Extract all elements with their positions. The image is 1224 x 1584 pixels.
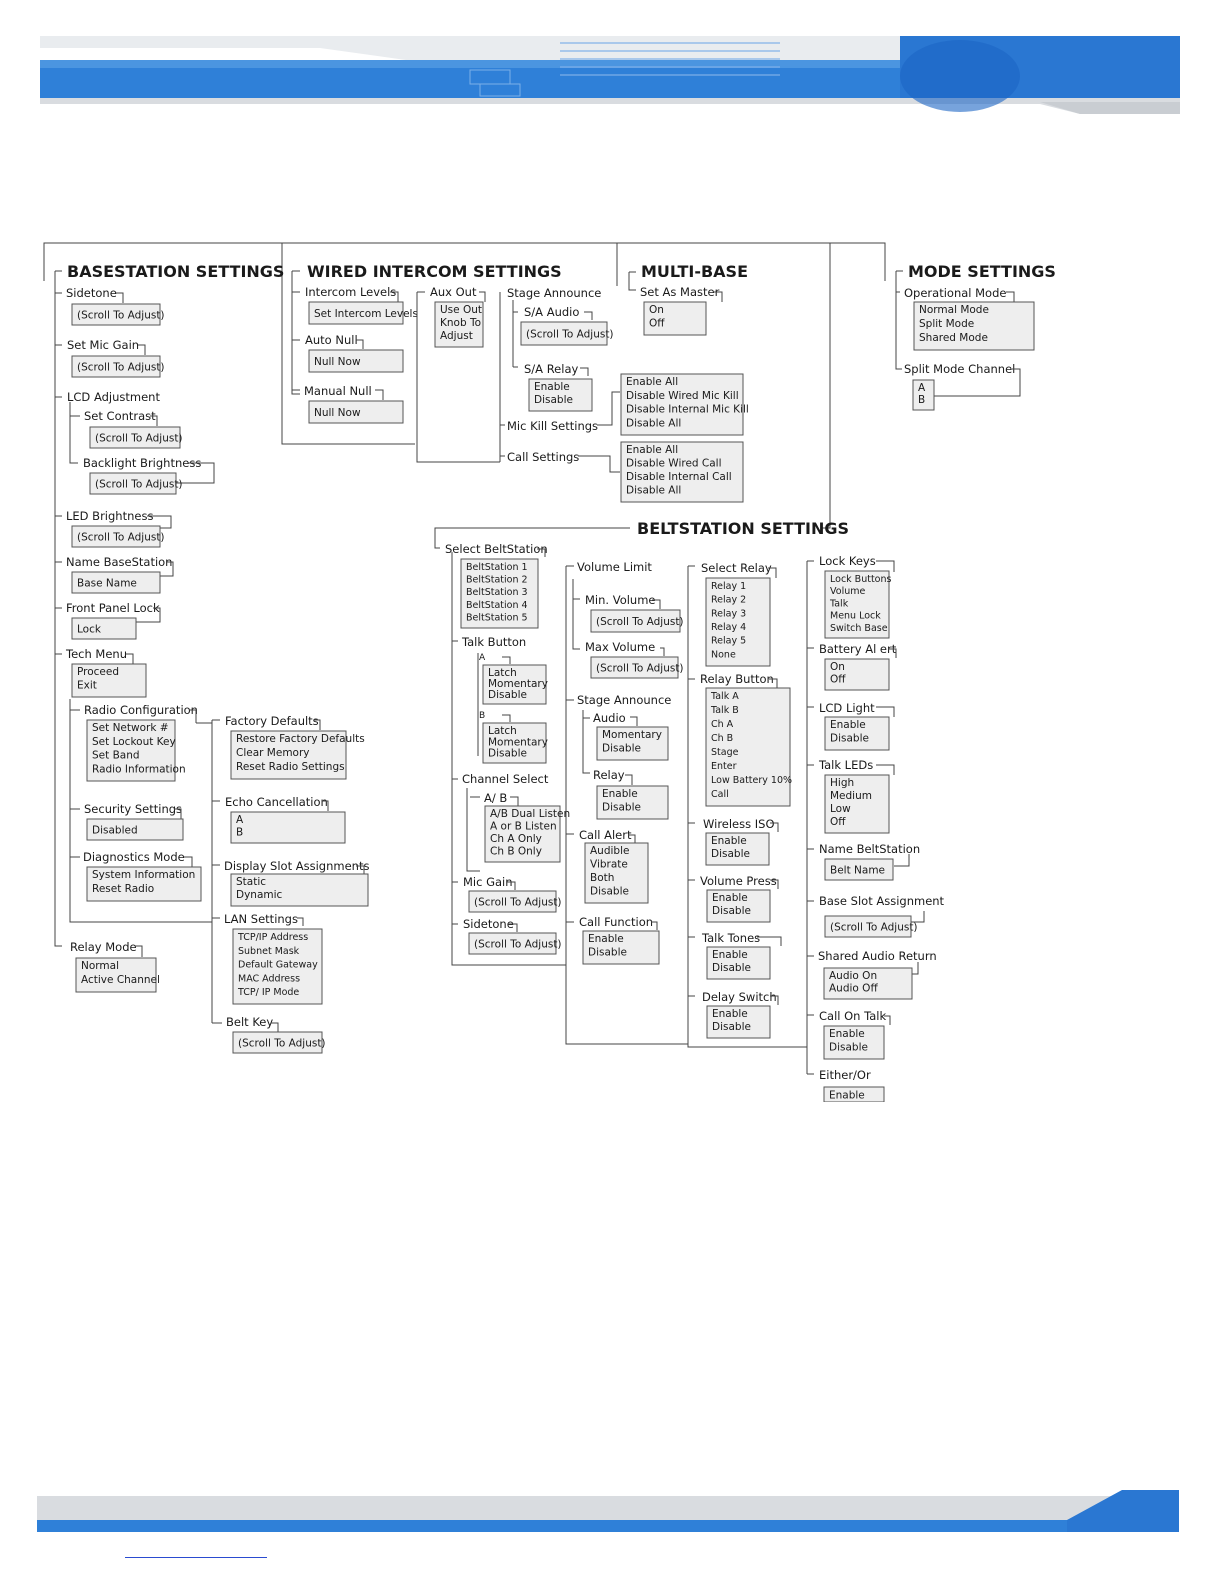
connector-line [573, 579, 580, 649]
option-text: Disable [712, 905, 751, 917]
option-text: Ch B [711, 733, 734, 744]
option-text: Null Now [314, 407, 361, 419]
node-lcd-adjustment: LCD Adjustment [67, 390, 160, 404]
option-text: Vibrate [590, 858, 628, 871]
option-text: Set Lockout Key [92, 735, 176, 748]
node-sa-relay: S/A Relay [524, 362, 579, 376]
section-title-beltstation: BELTSTATION SETTINGS [637, 519, 849, 538]
option-text: Static [236, 876, 267, 888]
either-or-box [824, 1087, 884, 1102]
node-either-or: Either/Or [819, 1068, 871, 1082]
option-text: Default Gateway [238, 959, 318, 971]
option-text: Set Network # [92, 722, 169, 734]
option-text: Disable Wired Call [626, 457, 722, 470]
option-text: Disabled [92, 824, 138, 837]
connector-line [660, 648, 664, 656]
node-cs-ab: A/ B [484, 791, 508, 805]
option-text: BeltStation 4 [466, 599, 528, 611]
option-text: Adjust [440, 330, 473, 342]
option-text: Dynamic [236, 889, 283, 901]
option-text: Low Battery 10% [711, 775, 793, 786]
option-text: (Scroll To Adjust) [596, 662, 684, 675]
node-lcd-light: LCD Light [819, 701, 875, 715]
node-call-alert: Call Alert [579, 828, 632, 842]
option-text: Disable [588, 946, 627, 959]
connector-line [467, 788, 480, 871]
connector-line [580, 368, 588, 376]
option-text: Disable [602, 801, 641, 814]
node-radio-configuration: Radio Configuration [84, 703, 198, 717]
option-text: (Scroll To Adjust) [95, 432, 183, 445]
node-delay-switch: Delay Switch [702, 990, 777, 1004]
mic-gain-value-box [72, 356, 165, 377]
option-text: Shared Mode [919, 332, 988, 344]
node-tech-menu: Tech Menu [66, 647, 127, 661]
option-text: Relay 5 [711, 635, 747, 647]
node-call-on-talk: Call On Talk [819, 1009, 887, 1023]
option-text: Disable [711, 848, 750, 860]
option-text: Enable [534, 381, 570, 393]
node-stage-announce: Stage Announce [507, 286, 602, 300]
node-mic-gain: Mic Gain [463, 875, 513, 889]
node-audio: Audio [593, 711, 626, 725]
option-text: Disable [712, 962, 751, 974]
node-relay-mode: Relay Mode [70, 940, 137, 954]
option-text: Belt Name [830, 864, 886, 877]
node-factory-defaults: Factory Defaults [225, 714, 319, 728]
node-sa-audio: S/A Audio [524, 305, 580, 319]
min-volume-box [591, 610, 684, 632]
connector-line [629, 272, 636, 290]
option-text: Enable [712, 949, 748, 961]
option-box-audio-on-off [824, 968, 912, 999]
node-backlight-brightness: Backlight Brightness [83, 456, 202, 470]
connector-line [578, 456, 620, 472]
option-box-proceed-exit [72, 664, 146, 697]
option-text: MAC Address [238, 973, 301, 985]
option-box-belt-name [825, 859, 893, 880]
belt-sidetone-box [469, 933, 562, 954]
option-text: TCP/IP Address [238, 932, 309, 943]
sa-audio-value-box [521, 322, 614, 345]
option-text: (Scroll To Adjust) [77, 531, 165, 544]
connector-line [630, 717, 637, 726]
node-call-settings: Call Settings [507, 450, 580, 464]
call-function-box [583, 931, 659, 964]
node-split-mode-channel: Split Mode Channel [904, 362, 1016, 376]
option-text: Ch B Only [490, 845, 542, 858]
option-text: Normal [81, 960, 119, 972]
option-text: Momentary [602, 729, 662, 741]
option-box-echo [231, 812, 345, 843]
option-text: Restore Factory Defaults [236, 733, 365, 745]
diagram-crop [815, 1102, 895, 1108]
option-text: Momentary [488, 678, 548, 690]
option-text: Use Out [440, 304, 482, 316]
sa-relay-box [529, 379, 592, 411]
option-text: Enter [711, 761, 737, 772]
option-box-lock [72, 618, 136, 639]
volume-press-box [707, 890, 770, 922]
node-sidetone: Sidetone [66, 286, 117, 300]
max-volume-box [591, 657, 684, 678]
option-box-radio-config [87, 720, 186, 781]
option-text: (Scroll To Adjust) [238, 1037, 326, 1050]
option-text: Audible [590, 845, 630, 857]
option-box-call-settings [621, 442, 743, 502]
option-text: Lock Buttons [830, 574, 892, 585]
node-stage-announce-belt: Stage Announce [577, 693, 672, 707]
connector-line [70, 402, 78, 463]
connector-line [502, 657, 510, 664]
option-box-lock-keys [825, 571, 892, 638]
led-value-box [72, 526, 165, 547]
option-text: (Scroll To Adjust) [77, 361, 165, 374]
option-box-intercom-levels [309, 302, 418, 324]
node-select-beltstation: Select BeltStation [445, 542, 548, 556]
node-channel-select: Channel Select [462, 772, 549, 786]
option-text: (Scroll To Adjust) [474, 896, 562, 909]
option-text: Disable Internal Call [626, 471, 732, 483]
node-name-basestation: Name BaseStation [66, 555, 173, 569]
option-text: BeltStation 2 [466, 574, 528, 586]
option-text: Lock [77, 623, 101, 636]
option-text: Disable [534, 394, 573, 406]
option-text: Enable [602, 788, 638, 800]
option-text: Enable All [626, 444, 679, 456]
node-volume-limit: Volume Limit [577, 560, 652, 574]
node-talk-button: Talk Button [462, 635, 527, 649]
option-text: (Scroll To Adjust) [830, 921, 918, 934]
option-text: Disable [712, 1021, 751, 1033]
option-text: Audio On [829, 970, 878, 982]
option-text: Proceed [77, 666, 120, 678]
option-text: Reset Radio Settings [236, 761, 345, 773]
node-sidetone-belt: Sidetone [463, 917, 514, 931]
node-base-slot-assignment: Base Slot Assignment [819, 894, 945, 908]
node-relay: Relay [593, 768, 625, 782]
talk-tones-box [707, 947, 770, 979]
option-box-relay-mode [76, 958, 160, 992]
option-box-aux-out [435, 302, 483, 347]
connector-line [625, 775, 632, 785]
belt-relay-box [597, 786, 668, 819]
wireless-iso-box [706, 833, 769, 865]
auto-null-box [309, 350, 403, 372]
option-text: Enable [712, 892, 748, 904]
option-text: Disable [488, 689, 527, 701]
option-text: On [830, 661, 845, 673]
option-text: Latch [488, 667, 517, 679]
option-box-momentary-disable [597, 727, 668, 760]
node-volume-press: Volume Press [700, 874, 777, 888]
option-text: Reset Radio [92, 883, 155, 895]
backlight-value-box [90, 473, 183, 494]
connector-line [896, 271, 902, 369]
option-text: BeltStation 3 [466, 587, 528, 599]
option-text: Set Intercom Levels [314, 308, 418, 320]
node-shared-audio-return: Shared Audio Return [818, 949, 937, 963]
option-text: Menu Lock [830, 610, 881, 622]
option-box-call-alert [585, 843, 648, 903]
node-belt-key: Belt Key [226, 1015, 274, 1029]
connector-line [375, 390, 383, 400]
option-text: Medium [830, 790, 872, 802]
option-box-select-relay [706, 578, 770, 666]
option-text: High [830, 777, 855, 789]
node-set-mic-gain: Set Mic Gain [67, 338, 140, 352]
option-text: On [649, 304, 664, 316]
node-call-function: Call Function [579, 915, 654, 929]
option-text: Disable [829, 1041, 868, 1054]
node-set-as-master: Set As Master [640, 285, 720, 299]
node-name-beltstation: Name BeltStation [819, 842, 921, 856]
option-text: Switch Base [830, 622, 888, 634]
node-intercom-levels: Intercom Levels [305, 285, 397, 299]
lcd-light-box [825, 717, 889, 750]
option-box-talk-leds [825, 775, 889, 833]
option-box-op-mode [914, 302, 1034, 350]
option-text: Disable [590, 885, 629, 898]
option-text: Knob To [440, 317, 482, 329]
section-title-multibase: MULTI-BASE [641, 262, 748, 281]
option-box-diagnostics [87, 867, 201, 901]
option-text: Base Name [77, 577, 137, 590]
option-box-mic-kill [621, 374, 749, 435]
connector-line [292, 271, 300, 394]
option-text: A or B Listen [490, 820, 557, 833]
node-min-volume: Min. Volume [585, 593, 656, 607]
node-talk-button-b: B [479, 711, 486, 721]
option-text: Talk B [711, 705, 739, 716]
option-text: A [918, 382, 926, 394]
option-text: Off [649, 317, 665, 330]
option-text: Enable [588, 933, 624, 945]
battery-alert-box [825, 659, 889, 690]
option-text: Both [590, 872, 615, 884]
node-security-settings: Security Settings [84, 802, 183, 816]
option-box-lan [233, 929, 322, 1004]
option-box-split-ab [913, 380, 934, 410]
delay-switch-box [707, 1006, 770, 1038]
option-text: Disable [602, 742, 641, 755]
option-box-disabled [87, 819, 183, 840]
node-echo-cancellation: Echo Cancellation [225, 795, 328, 809]
node-led-brightness: LED Brightness [66, 509, 154, 523]
node-display-slot-assignments: Display Slot Assignments [224, 859, 370, 873]
talk-b-box [483, 723, 548, 763]
node-mic-kill-settings: Mic Kill Settings [507, 419, 599, 433]
option-box-display-slot [231, 874, 368, 906]
option-text: Relay 4 [711, 622, 747, 633]
option-text: None [711, 649, 736, 661]
option-text: Momentary [488, 736, 548, 749]
connector-line [597, 392, 620, 425]
option-text: Clear Memory [236, 747, 310, 759]
option-text: Enable All [626, 376, 679, 388]
option-text: Relay 3 [711, 608, 747, 620]
option-text: Set Band [92, 749, 140, 762]
connector-line [184, 857, 192, 867]
option-text: Audio Off [829, 982, 878, 995]
option-text: Ch A Only [490, 833, 542, 845]
node-diagnostics-mode: Diagnostics Mode [83, 850, 185, 864]
option-text: Relay 2 [711, 594, 747, 606]
option-text: (Scroll To Adjust) [474, 938, 562, 951]
connector-line [830, 243, 885, 281]
talk-a-box [483, 665, 548, 704]
option-text: Exit [77, 679, 97, 692]
option-text: Subnet Mask [238, 945, 300, 957]
connector-line [510, 797, 518, 806]
option-text: (Scroll To Adjust) [526, 328, 614, 341]
option-text: Call [711, 789, 729, 800]
option-text: Disable [830, 732, 869, 745]
node-lock-keys: Lock Keys [819, 554, 876, 568]
option-text: Stage [711, 747, 739, 758]
section-title-basestation: BASESTATION SETTINGS [67, 262, 285, 281]
option-text: Volume [830, 586, 866, 598]
option-text: Ch A [711, 719, 734, 730]
option-text: BeltStation 5 [466, 612, 528, 624]
option-text: Enable [711, 835, 747, 847]
option-text: TCP/ IP Mode [238, 987, 300, 999]
connector-line [584, 312, 592, 320]
node-front-panel-lock: Front Panel Lock [66, 601, 160, 615]
option-text: Enable [712, 1008, 748, 1020]
node-auto-null: Auto Null [305, 333, 358, 347]
node-select-relay: Select Relay [701, 561, 772, 575]
connector-line [876, 765, 894, 775]
option-box-factory [231, 731, 365, 779]
option-text: A/B Dual Listen [490, 808, 571, 820]
base-slot-box [825, 916, 918, 937]
option-text: Disable [488, 747, 527, 760]
option-text: Talk [830, 598, 849, 610]
option-text: Off [830, 816, 846, 828]
option-text: Enable [830, 719, 866, 731]
node-aux-out: Aux Out [430, 285, 477, 299]
node-battery-alert: Battery Al ert [819, 642, 897, 656]
connector-line [876, 561, 894, 572]
option-text: (Scroll To Adjust) [77, 309, 165, 322]
option-text: Latch [488, 725, 517, 737]
option-text: Enable [829, 1028, 865, 1040]
node-talk-tones: Talk Tones [702, 931, 761, 945]
option-box-beltstations [461, 559, 538, 628]
option-text: B [918, 394, 926, 406]
footer-banner-graphic [37, 1490, 1179, 1532]
master-on-off-box [644, 302, 706, 335]
node-max-volume: Max Volume [585, 640, 656, 654]
belt-key-value-box [233, 1032, 326, 1053]
section-title-mode: MODE SETTINGS [908, 262, 1056, 281]
option-text: BeltStation 1 [466, 562, 528, 573]
option-text: (Scroll To Adjust) [596, 616, 684, 628]
option-text: Off [830, 673, 846, 686]
connector-line [502, 715, 510, 722]
connector-line [876, 707, 894, 717]
option-text: Disable All [626, 484, 682, 497]
contrast-value-box [90, 427, 183, 448]
connector-line [911, 911, 924, 922]
option-text: A [236, 814, 244, 826]
option-text: B [236, 826, 244, 839]
connector-line [1006, 292, 1014, 302]
belt-mic-gain-box [469, 891, 562, 912]
node-set-contrast: Set Contrast [84, 409, 156, 423]
option-text: Disable Wired Mic Kill [626, 389, 739, 402]
option-text: System Information [92, 869, 196, 881]
option-text: Enable [829, 1089, 865, 1102]
option-text: Relay 1 [711, 581, 747, 592]
connector-line [757, 937, 781, 946]
connector-line [126, 654, 133, 664]
node-relay-button: Relay Button [700, 672, 774, 686]
node-talk-leds: Talk LEDs [819, 758, 874, 772]
option-text: Split Mode [919, 318, 975, 330]
connector-line [583, 710, 590, 773]
option-box-relay-button [706, 688, 792, 806]
node-wireless-iso: Wireless ISO [703, 817, 775, 831]
option-text: Active Channel [81, 974, 160, 986]
connector-line [116, 293, 123, 303]
option-text: Null Now [314, 356, 361, 368]
option-text: Radio Information [92, 763, 186, 776]
manual-null-box [309, 401, 403, 423]
section-title-wired: WIRED INTERCOM SETTINGS [307, 262, 562, 281]
option-box-channel [485, 806, 570, 862]
option-box-base-name [72, 572, 160, 593]
option-text: Low [830, 803, 851, 815]
node-operational-mode: Operational Mode [904, 286, 1007, 300]
option-text: (Scroll To Adjust) [95, 478, 183, 491]
connector-line [479, 292, 485, 302]
call-on-talk-box [824, 1026, 884, 1059]
option-text: Normal Mode [919, 304, 989, 316]
option-text: Disable Internal Mic Kill [626, 403, 749, 416]
option-text: Talk A [711, 691, 739, 702]
node-manual-null: Manual Null [304, 384, 372, 398]
footer-link-underline[interactable] [125, 1557, 267, 1558]
option-text: Disable All [626, 417, 682, 430]
connector-line [912, 962, 918, 974]
footer-banner [37, 1490, 1179, 1532]
node-talk-button-a: A [479, 653, 486, 663]
node-lan-settings: LAN Settings [224, 912, 298, 926]
sidetone-value-box [72, 304, 165, 325]
